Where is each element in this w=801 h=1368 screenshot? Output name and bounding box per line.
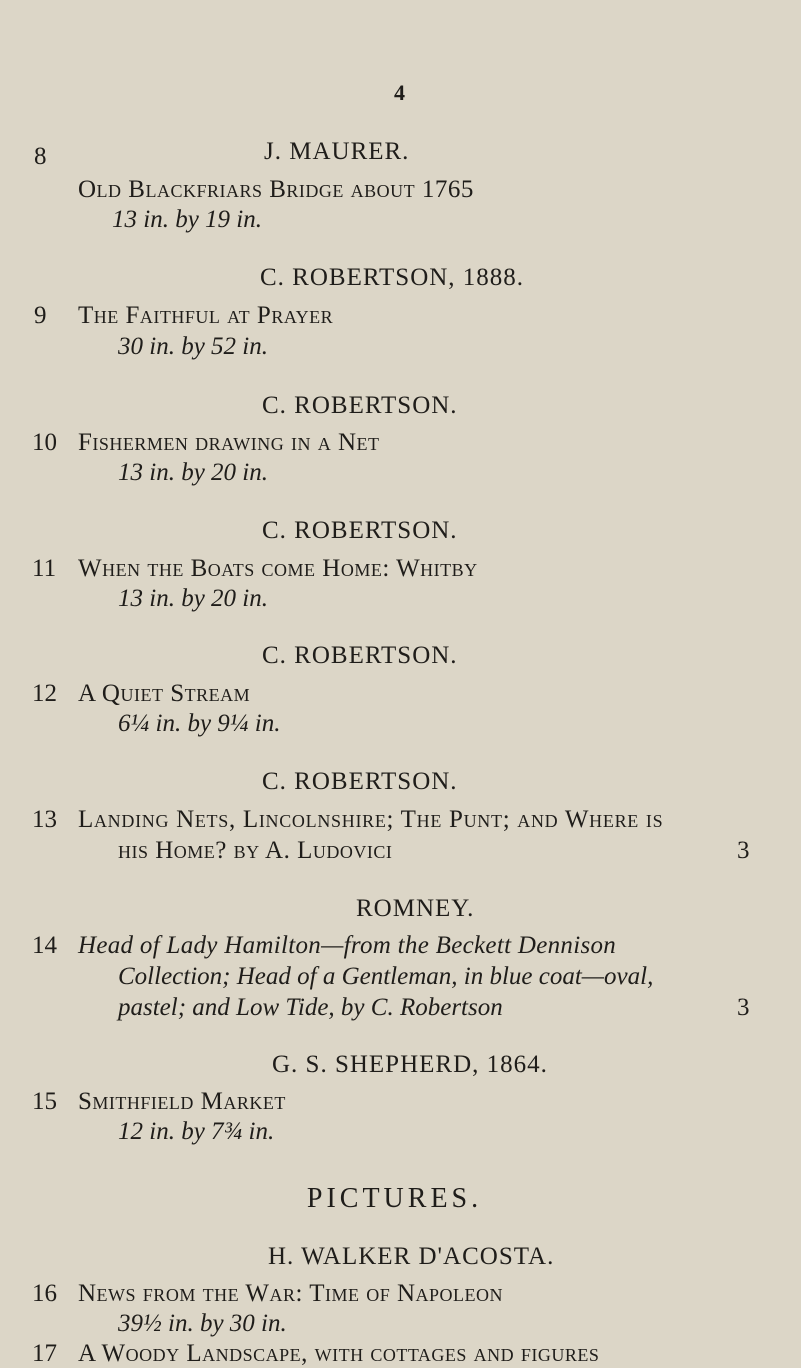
lot-dimensions: 13 in. by 20 in. — [118, 459, 268, 486]
lot-artist: G. S. SHEPHERD, 1864. — [272, 1051, 548, 1078]
lot-title: Fishermen drawing in a Net — [78, 429, 380, 456]
lot-title: A Quiet Stream — [78, 680, 251, 707]
lot-title: The Faithful at Prayer — [78, 302, 334, 329]
lot-number: 14 — [32, 932, 57, 959]
lot-number: 13 — [32, 806, 57, 833]
lot-title: Landing Nets, Lincolnshire; The Punt; and Where is — [78, 806, 664, 833]
lot-artist: C. ROBERTSON. — [262, 642, 458, 669]
lot-title: Smithfield Market — [78, 1088, 286, 1115]
lot-number: 9 — [34, 302, 47, 329]
lot-artist: J. MAURER. — [264, 138, 410, 165]
lot-dimensions: 13 in. by 20 in. — [118, 585, 268, 612]
lot-number: 8 — [34, 143, 47, 170]
lot-title: Old Blackfriars Bridge about 1765 — [78, 176, 474, 203]
lot-dimensions: 6¼ in. by 9¼ in. — [118, 710, 281, 737]
lot-quantity: 3 — [737, 994, 750, 1021]
lot-dimensions: 39½ in. by 30 in. — [118, 1310, 287, 1337]
lot-number: 10 — [32, 429, 57, 456]
lot-number: 15 — [32, 1088, 57, 1115]
lot-artist: ROMNEY. — [356, 895, 475, 922]
lot-title: News from the War: Time of Napoleon — [78, 1280, 504, 1307]
lot-title-continued: Collection; Head of a Gentleman, in blue coat—oval, — [118, 963, 654, 990]
lot-artist: C. ROBERTSON, 1888. — [260, 264, 525, 291]
lot-dimensions: 30 in. by 52 in. — [118, 333, 268, 360]
lot-title-continued: pastel; and Low Tide, by C. Robertson — [118, 994, 503, 1021]
lot-dimensions: 13 in. by 19 in. — [112, 206, 262, 233]
lot-title: A Woody Landscape, with cottages and figures — [78, 1340, 600, 1367]
lot-quantity: 3 — [737, 837, 750, 864]
lot-artist: H. WALKER D'ACOSTA. — [268, 1243, 555, 1270]
page-number: 4 — [394, 80, 405, 105]
section-heading: PICTURES. — [306, 1183, 483, 1214]
lot-number: 12 — [32, 680, 57, 707]
lot-number: 11 — [32, 555, 57, 582]
lot-number: 17 — [32, 1340, 57, 1367]
lot-artist: C. ROBERTSON. — [262, 517, 458, 544]
lot-title-continued: his Home? by A. Ludovici — [118, 837, 393, 864]
lot-artist: C. ROBERTSON. — [262, 392, 458, 419]
lot-number: 16 — [32, 1280, 57, 1307]
lot-artist: C. ROBERTSON. — [262, 768, 458, 795]
lot-dimensions: 12 in. by 7¾ in. — [118, 1118, 275, 1145]
lot-title: When the Boats come Home: Whitby — [78, 555, 478, 582]
lot-title: Head of Lady Hamilton—from the Beckett Dennison — [78, 932, 617, 959]
